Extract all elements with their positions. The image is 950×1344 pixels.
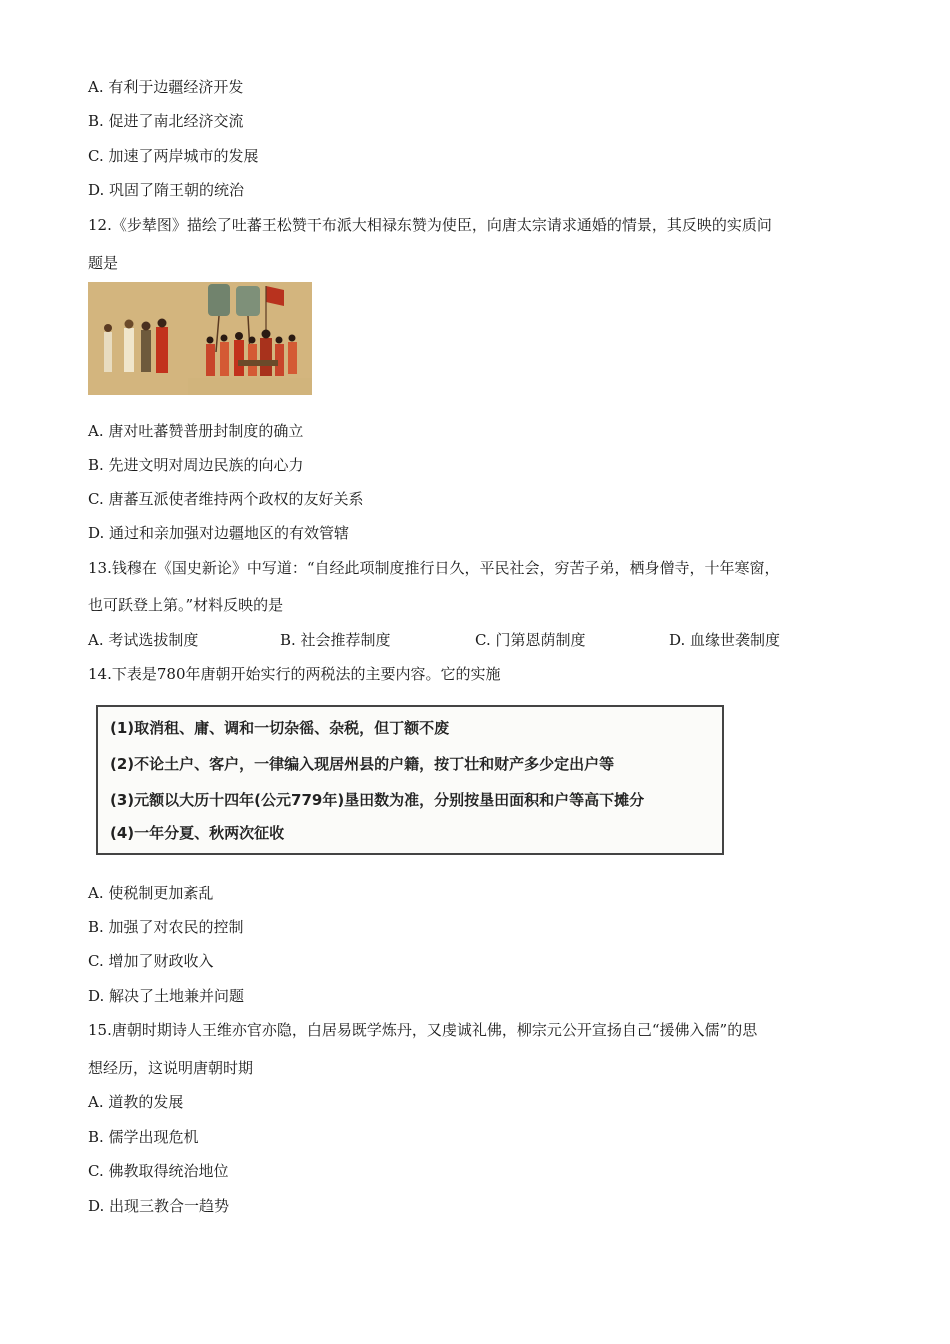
q14-option-c: C. 增加了财政收入 — [88, 952, 214, 970]
q13-option-c: C. 门第恩荫制度 — [475, 631, 586, 649]
q11-option-c: C. 加速了两岸城市的发展 — [88, 147, 259, 165]
q14-option-d: D. 解决了土地兼并问题 — [88, 987, 245, 1005]
table-row: (3)元额以大历十四年(公元779年)垦田数为准，分别按垦田面积和户等高下摊分 — [110, 791, 645, 809]
q14-stem: 14.下表是780年唐朝开始实行的两税法的主要内容。它的实施 — [88, 665, 501, 683]
q12-stem-line1: 12.《步辇图》描绘了吐蕃王松赞干布派大相禄东赞为使臣，向唐太宗请求通婚的情景，其反映的实质问 — [88, 216, 772, 234]
table-row: (2)不论土户、客户，一律编入现居州县的户籍，按丁壮和财产多少定出户等 — [110, 755, 615, 773]
table-row: (4)一年分夏、秋两次征收 — [110, 824, 285, 842]
q15-option-c: C. 佛教取得统治地位 — [88, 1162, 229, 1180]
q12-option-a: A. 唐对吐蕃赞普册封制度的确立 — [88, 422, 304, 440]
q13-stem-line2: 也可跃登上第。”材料反映的是 — [88, 596, 284, 614]
q15-option-a: A. 道教的发展 — [88, 1093, 184, 1111]
q12-option-b: B. 先进文明对周边民族的向心力 — [88, 456, 304, 474]
q15-option-d: D. 出现三教合一趋势 — [88, 1197, 230, 1215]
q14-option-b: B. 加强了对农民的控制 — [88, 918, 244, 936]
table-row: (1)取消租、庸、调和一切杂徭、杂税，但丁额不废 — [110, 719, 450, 737]
q13-option-b: B. 社会推荐制度 — [280, 631, 391, 649]
q13-option-a: A. 考试选拔制度 — [88, 631, 199, 649]
q12-option-d: D. 通过和亲加强对边疆地区的有效管辖 — [88, 524, 350, 542]
q11-option-a: A. 有利于边疆经济开发 — [88, 78, 244, 96]
q15-stem-line2: 想经历，这说明唐朝时期 — [88, 1059, 254, 1077]
q15-option-b: B. 儒学出现危机 — [88, 1128, 199, 1146]
q13-stem-line1: 13.钱穆在《国史新论》中写道：“自经此项制度推行日久，平民社会，穷苦子弟，栖身僧寺，十年寒窗， — [88, 559, 780, 577]
q12-option-c: C. 唐蕃互派使者维持两个政权的友好关系 — [88, 490, 364, 508]
q13-option-d: D. 血缘世袭制度 — [669, 631, 781, 649]
q15-stem-line1: 15.唐朝时期诗人王维亦官亦隐，白居易既学炼丹，又虔诚礼佛，柳宗元公开宣扬自己“援佛入儒”的思 — [88, 1021, 758, 1039]
q14-option-a: A. 使税制更加紊乱 — [88, 884, 214, 902]
two-tax-law-table — [96, 705, 724, 855]
bunian-tu-painting — [88, 282, 312, 395]
q11-option-b: B. 促进了南北经济交流 — [88, 112, 244, 130]
q12-stem-line2: 题是 — [88, 254, 119, 272]
q11-option-d: D. 巩固了隋王朝的统治 — [88, 181, 245, 199]
